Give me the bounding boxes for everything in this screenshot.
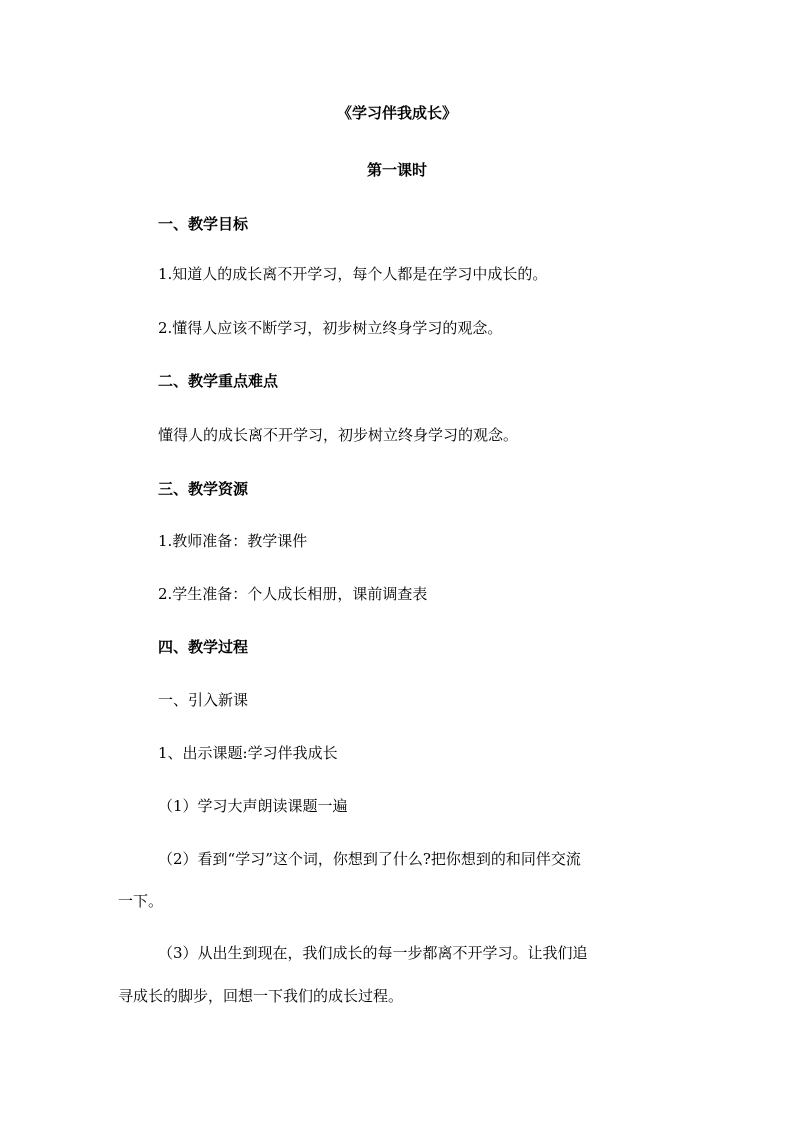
keypoints-text: 懂得人的成长离不开学习，初步树立终身学习的观念。 bbox=[158, 426, 519, 444]
process-substep-2-line-2: 一下。 bbox=[118, 892, 164, 910]
section-heading-process: 四、教学过程 bbox=[158, 638, 249, 656]
objective-item-2: 2.懂得人应该不断学习，初步树立终身学习的观念。 bbox=[158, 319, 503, 337]
document-title: 《学习伴我成长》 bbox=[336, 104, 457, 122]
process-subheading: 一、引入新课 bbox=[158, 691, 249, 709]
process-substep-1: （1）学习大声朗读课题一遍 bbox=[158, 797, 348, 815]
section-heading-objectives: 一、教学目标 bbox=[158, 215, 249, 233]
resource-item-1: 1.教师准备：教学课件 bbox=[158, 532, 308, 550]
section-heading-resources: 三、教学资源 bbox=[158, 480, 249, 498]
resource-item-2: 2.学生准备：个人成长相册，课前调查表 bbox=[158, 585, 428, 603]
process-step-1: 1、出示课题:学习伴我成长 bbox=[158, 744, 338, 762]
objective-item-1: 1.知道人的成长离不开学习，每个人都是在学习中成长的。 bbox=[158, 265, 548, 283]
process-substep-3-line-2: 寻成长的脚步，回想一下我们的成长过程。 bbox=[118, 987, 404, 1005]
section-heading-keypoints: 二、教学重点难点 bbox=[158, 372, 279, 390]
process-substep-2-line-1: （2）看到“学习”这个词，你想到了什么?把你想到的和同伴交流 bbox=[158, 850, 581, 868]
document-subtitle: 第一课时 bbox=[366, 161, 427, 179]
process-substep-3-line-1: （3）从出生到现在，我们成长的每一步都离不开学习。让我们追 bbox=[158, 944, 588, 962]
